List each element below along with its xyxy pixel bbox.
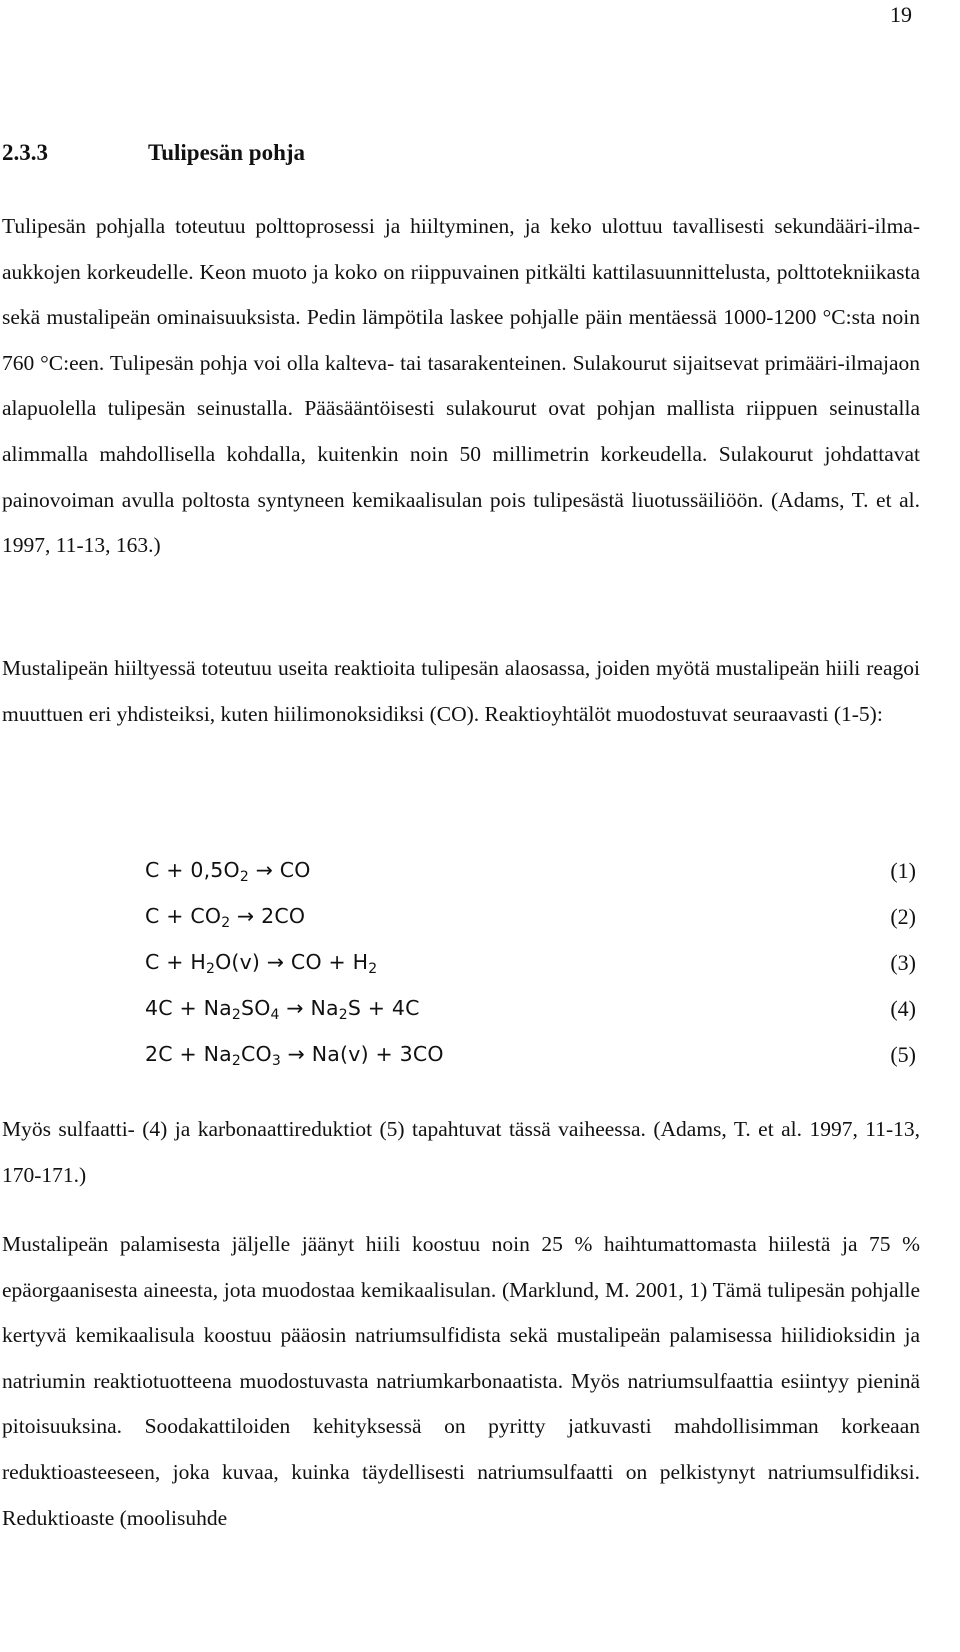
subscript: 2 xyxy=(368,961,378,977)
equation-number: (2) xyxy=(890,904,916,929)
section-title: Tulipesän pohja xyxy=(148,140,306,165)
equation-row xyxy=(0,996,960,1042)
paragraph-reductions: Myös sulfaatti- (4) ja karbonaattireduktiot (5) tapahtuvat tässä vaiheessa. (Adams, T. et al. 1997, 11-13, 170-171.) xyxy=(2,1117,920,1187)
subscript: 2 xyxy=(221,915,231,931)
equation-formula: $C + CO_2 \to 2CO$ xyxy=(145,904,306,931)
paragraph-bed-description: Tulipesän pohjalla toteutuu polttoprosessi ja hiiltyminen, ja keko ulottuu tavallisesti sekundääri-ilma-aukkojen korkeudelle. Keon muoto ja koko on riippuvainen pitkälti kattilasuunnittelusta, polttotekniikasta sekä mustalipeän ominaisuuksista. Pedin lämpötila laskee pohjalle päin mentäessä 1000-1200 °C:sta noin 760 °C:een. Tulipesän pohja voi olla kalteva- tai tasarakenteinen. Sulakourut sijaitsevat primääri-ilmajaon alapuolella tulipesän seinustalla. Pääsääntöisesti sulakourut ovat pohjan mallista riippuen seinustalla alimmalla mahdollisella kohdalla, kuitenkin noin 50 millimetrin korkeudella. Sulakourut johdattavat painovoiman avulla poltosta syntyneen kemikaalisulan pois tulipesästä liuotussäiliöön. (Adams, T. et al. 1997, 11-13, 163.) xyxy=(2,214,920,558)
section-heading xyxy=(2,140,305,166)
equation-number: (4) xyxy=(890,996,916,1021)
section-number: 2.3.3 xyxy=(2,140,48,165)
subscript: 2 xyxy=(205,961,216,977)
page-number: 19 xyxy=(890,2,912,27)
equation-formula: $C + 0,5O_2$ → CO xyxy=(145,858,311,885)
equation-number: (3) xyxy=(890,950,916,975)
equation-row xyxy=(0,950,960,996)
subscript: 4 xyxy=(270,1007,280,1023)
paragraph-chemical-smelt: Mustalipeän palamisesta jäljelle jäänyt hiili koostuu noin 25 % haihtumattomasta hiilestä ja 75 % epäorgaanisesta aineesta, jota muodostaa kemikaalisulan. (Marklund, M. 2001, 1) Tämä tulipesän pohjalle kertyvä kemikaalisula koostuu pääosin natriumsulfidista sekä mustalipeän palamisessa hiilidioksidin ja natriumin reaktiotuotteena muodostuvasta natriumkarbonaatista. Myös natriumsulfaattia esiintyy pieninä pitoisuuksina. Soodakattiloiden kehityksessä on pyritty jatkuvasti mahdollisimman korkeaan reduktioasteeseen, joka kuvaa, kuinka täydellisesti natriumsulfaatti on pelkistynyt natriumsulfidiksi. Reduktioaste (moolisuhde xyxy=(2,1232,920,1530)
equation-row xyxy=(0,904,960,950)
equation-row xyxy=(0,1042,960,1088)
equation-formula: $2C + Na_2CO_3 \to Na(v) + 3CO$ xyxy=(145,1042,444,1069)
subscript: 2 xyxy=(231,1007,241,1023)
subscript: 2 xyxy=(239,869,249,885)
subscript: 2 xyxy=(338,1007,348,1023)
equation-row xyxy=(0,858,960,904)
equation-formula: $4C + Na_2SO_4 \to Na_2S + 4C$ xyxy=(145,996,420,1023)
equation-formula: $C + H_2O(v)$ → CO + $H_2$ xyxy=(145,950,378,977)
equation-number: (5) xyxy=(890,1042,916,1067)
paragraph-reactions-intro: Mustalipeän hiiltyessä toteutuu useita reaktioita tulipesän alaosassa, joiden myötä mustalipeän hiili reagoi muuttuen eri yhdisteiksi, kuten hiilimonoksidiksi (CO). Reaktioyhtälöt muodostuvat seuraavasti (1-5): xyxy=(2,656,920,726)
subscript: 3 xyxy=(271,1053,281,1069)
subscript: 2 xyxy=(231,1053,241,1069)
equation-number: (1) xyxy=(890,858,916,883)
